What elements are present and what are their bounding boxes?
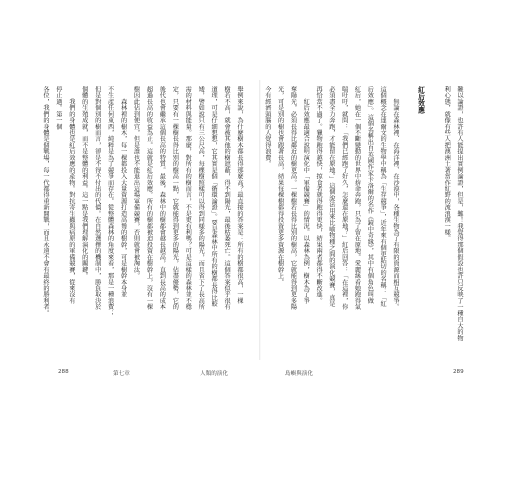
text-column: 樹因此佔到便宜，但是誰也不能退出這場軍備競賽，否則就會被淘汰。 bbox=[132, 86, 140, 279]
text-column: 今有經濟頭腦的人覺得浪費。 bbox=[263, 86, 271, 167]
right-page-number: 289 bbox=[453, 369, 464, 375]
text-column: 超過長高的收益為止。這就是紅后效應。所有的樹都被迫投資在樹幹上，沒有一棵 bbox=[145, 86, 153, 310]
text-column: 光，可是別的樹也會跟著長高，結果每棵樹都得投資更多資源在樹幹上。 bbox=[276, 86, 284, 286]
text-column: 再恰當不過了。獵物跑得越快，掠食者就得跑得更快，結果兩者都得不斷改進。 bbox=[315, 86, 323, 304]
text-column: 停止過。第一個 bbox=[54, 86, 62, 130]
right-page-text bbox=[262, 86, 465, 348]
text-column: 紅后效應最適合說明演化中「軍備競賽」的情況。以森林為例，樹木為了爭 bbox=[302, 86, 310, 304]
text-column: 矮，譬如說只有三公尺高，每棵樹照樣可以得到同樣多的陽光，而且省下了長高所 bbox=[197, 86, 205, 310]
text-column: 定，只要有一棵樹長得比別的樹高一點，它就能得到更多的陽光，佔盡優勢，它的 bbox=[171, 86, 179, 310]
text-column: 紅后，她在一個不斷變動的世界中拚命奔跑，只為了留在原地。愛麗絲看她跑得氣 bbox=[353, 86, 361, 310]
text-column: 利心態，就像有些人把澳洲土著當作紅野的流浪漢一樣。 bbox=[443, 86, 451, 242]
text-column: 奪陽光，必須長得比鄰近的樹更高。一棵樹若長得比別的樹高，它就能得到更多陽 bbox=[289, 86, 297, 310]
text-column: 難以論證，也許有人能提出實例論證，但是，難！我覺得那個假設也許只反映了一種自大的物 bbox=[456, 86, 463, 342]
left-running-head: 第七章 bbox=[113, 371, 130, 377]
left-page-text bbox=[40, 86, 245, 348]
left-page-number: 288 bbox=[58, 369, 69, 375]
text-column: 個體的生殖成就，而不是整體的利益。這一點是我們理解演化的關鍵。 bbox=[80, 86, 88, 279]
left-book-title: 人類的演化 bbox=[200, 371, 228, 377]
section-heading: 紅后效應 bbox=[416, 86, 425, 114]
text-column: 舉例來說，為什麼樹木都長得那麼高？最直接的答案是：所有的樹都很高，一棵 bbox=[236, 86, 243, 304]
text-column: 道理，可是仔細想想，它其實是個「循環論證」。要是森林中所有的樹都長得比較 bbox=[210, 86, 218, 307]
text-column: 樹若不高，就會被其他的樹遮蔽，得不到陽光，最後枯萎死亡。這個答案似乎很有 bbox=[223, 86, 231, 310]
text-column: 喘吁吁，就問：「我們已經跑了好久，怎麼還在原地？」紅后回答：「在這裡，你 bbox=[340, 86, 348, 310]
text-column: 無論在森林裡、在海洋裡、在沙漠中，各種生物為了有限的資源而相互競爭。 bbox=[391, 86, 399, 310]
text-column: 這個概念在達爾文的生物學中稱為「生存競爭」，近年來有個更貼切的名稱：「紅 bbox=[379, 86, 387, 307]
text-column: 後代也會繼承這個長高的特質。最後，森林中的樹都會越長越高，直到長高的成本 bbox=[158, 86, 166, 310]
gutter-shadow bbox=[259, 80, 261, 360]
text-column: 森林裡的樹木，每一棵都投入大量資源打造高聳的樹幹，可是樹幹本身並 bbox=[119, 86, 127, 298]
text-column: 各位，我們的身體是個戰場，每一代都得重新開戰，而且永遠不會有最終的勝利者。 bbox=[41, 86, 49, 317]
text-column: 需的材料與能量。那麼，對所有的樹而言，不是更有利嗎？可是這樣的森林並不穩 bbox=[184, 86, 192, 310]
text-column: 我們的身體也是紅后效應的產物。對抗寄生蟲與病原的軍備競賽，從來沒有 bbox=[67, 86, 75, 304]
text-column: 后效應」。這個名稱出自英國作家卡洛爾的名作《鏡中奇緣》，其中有個角色叫做 bbox=[366, 86, 374, 304]
text-column: 不生產任何東西，純粹是為了競爭而存在。從整體森林的角度來看，那是一種浪費； bbox=[106, 86, 114, 317]
text-column: 必須盡全力奔跑，才能留在原地。」這個說法用來比喻物種之間的演化競賽，真是 bbox=[327, 86, 335, 307]
text-column: 但是對個別的樹而言，卻是不得不付出的代價。在自然選擇的機制中，勝負取決於 bbox=[93, 86, 101, 310]
right-running-head: 島嶼與演化 bbox=[285, 371, 313, 377]
